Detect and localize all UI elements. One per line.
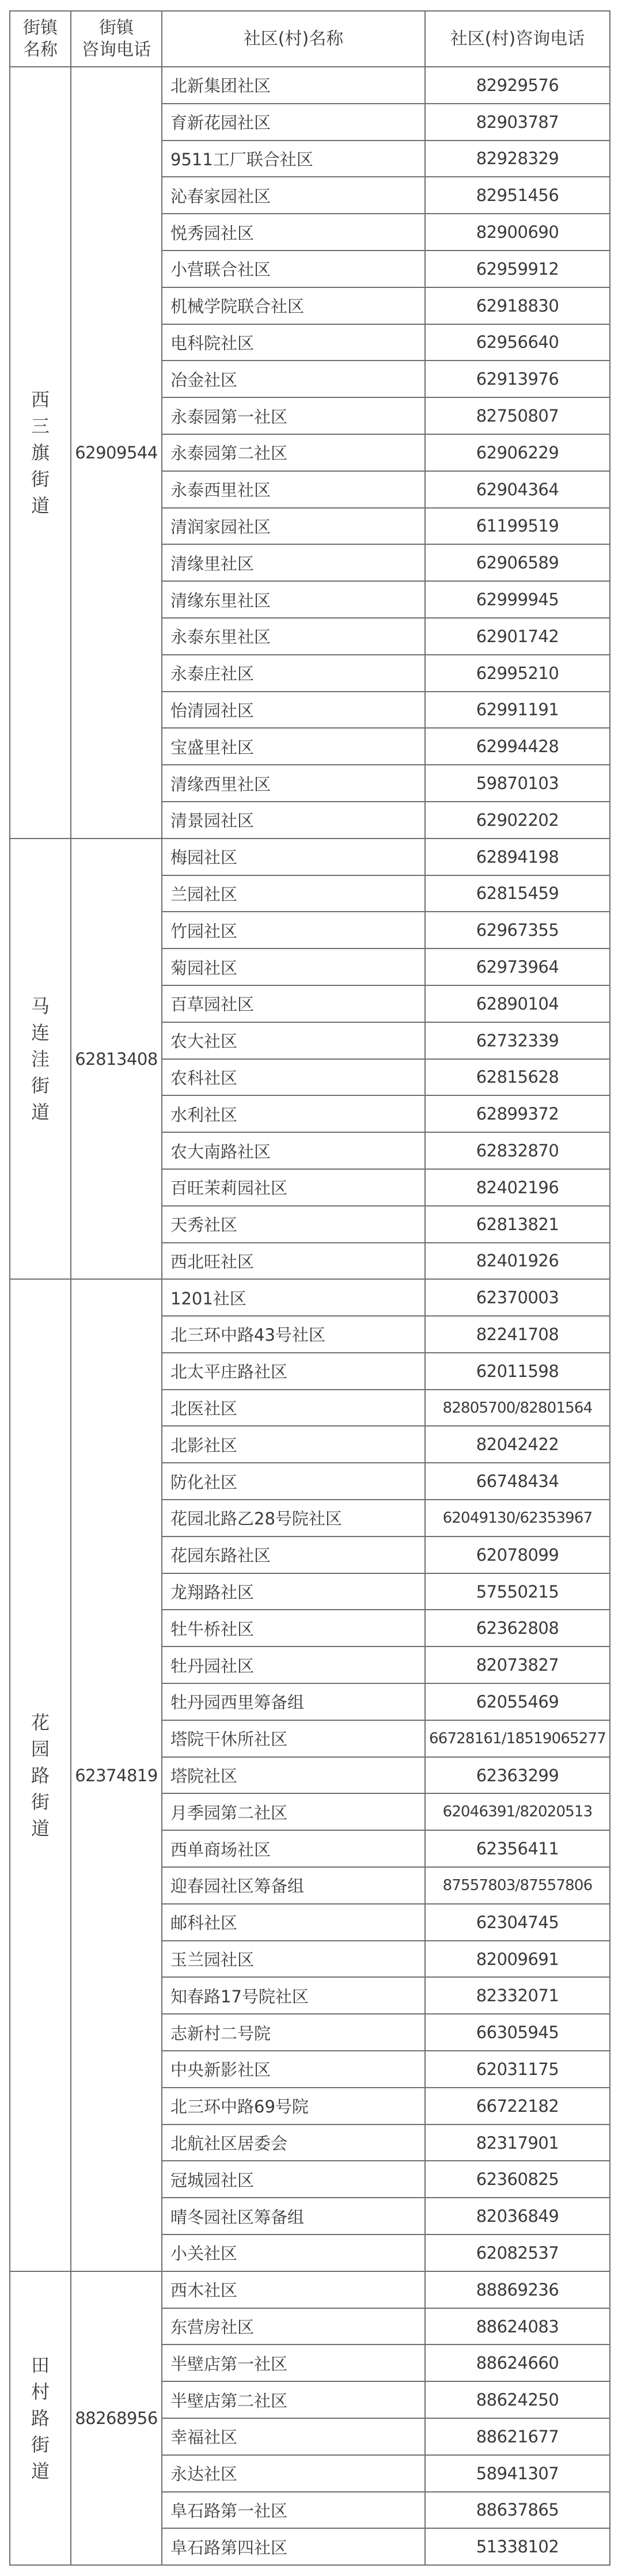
community-name: 清缘里社区 [162,544,425,581]
community-phone: 58941307 [425,2455,610,2492]
community-name: 农科社区 [162,1059,425,1096]
community-name: 花园东路社区 [162,1537,425,1573]
community-phone: 82928329 [425,141,610,177]
header-street-name: 街镇 名称 [10,11,71,67]
community-name: 农大南路社区 [162,1132,425,1169]
community-phone: 62959912 [425,251,610,287]
community-phone: 82951456 [425,177,610,214]
community-name: 塔院社区 [162,1757,425,1794]
community-name: 半壁店第一社区 [162,2344,425,2381]
street-name-cell [10,839,71,1280]
community-phone: 88869236 [425,2271,610,2308]
community-phone: 88624250 [425,2381,610,2418]
community-name: 农大社区 [162,1022,425,1059]
community-name: 兰园社区 [162,875,425,912]
community-name: 冠城园社区 [162,2161,425,2198]
community-name: 清缘西里社区 [162,765,425,802]
community-name: 清润家园社区 [162,508,425,545]
community-name: 沁春家园社区 [162,177,425,214]
community-name: 宝盛里社区 [162,728,425,765]
community-phone: 82750807 [425,397,610,434]
community-phone: 82401926 [425,1243,610,1280]
community-name: 中央新影社区 [162,2051,425,2088]
street-phone: 88268956 [71,2271,162,2565]
community-name: 菊园社区 [162,949,425,985]
community-name: 志新村二号院 [162,2014,425,2051]
community-name: 北太平庄路社区 [162,1353,425,1390]
community-name: 育新花园社区 [162,104,425,141]
community-phone: 82042422 [425,1426,610,1463]
community-name: 阜石路第一社区 [162,2492,425,2529]
community-phone: 62813821 [425,1206,610,1243]
street-phone: 62813408 [71,839,162,1280]
community-name: 牡牛桥社区 [162,1610,425,1646]
community-name: 9511工厂联合社区 [162,141,425,177]
community-phone: 87557803/87557806 [425,1867,610,1904]
community-phone: 82332071 [425,1977,610,2014]
table-row [10,67,610,104]
street-name: 花 园 路 街 道 [31,1711,50,1839]
community-name: 晴冬园社区筹备组 [162,2198,425,2234]
community-name: 月季园第二社区 [162,1793,425,1830]
community-phone: 61199519 [425,508,610,545]
table-row [10,2271,610,2308]
contact-table-wrapper [9,10,609,2566]
community-name: 小营联合社区 [162,251,425,287]
community-name: 北医社区 [162,1390,425,1427]
community-name: 百旺茉莉园社区 [162,1169,425,1206]
community-phone: 51338102 [425,2528,610,2565]
community-phone: 66748434 [425,1463,610,1500]
community-name: 天秀社区 [162,1206,425,1243]
community-name: 塔院干休所社区 [162,1720,425,1757]
table-row [10,839,610,875]
community-name: 玉兰园社区 [162,1941,425,1978]
community-phone: 82900690 [425,214,610,251]
community-phone: 62906229 [425,434,610,471]
community-name: 西木社区 [162,2271,425,2308]
street-name: 马 连 洼 街 道 [31,995,50,1123]
community-phone: 62370003 [425,1279,610,1316]
community-phone: 62031175 [425,2051,610,2088]
street-name-cell [10,1279,71,2271]
community-phone: 82929576 [425,67,610,104]
community-phone: 62899372 [425,1095,610,1132]
community-name: 电科院社区 [162,324,425,361]
community-name: 小关社区 [162,2234,425,2271]
community-name: 清缘东里社区 [162,581,425,618]
community-phone: 62356411 [425,1830,610,1867]
community-phone: 62082537 [425,2234,610,2271]
community-phone: 66728161/18519065277 [425,1720,610,1757]
community-phone: 62995210 [425,655,610,692]
community-name: 水利社区 [162,1095,425,1132]
header-community-name: 社区(村)名称 [162,11,425,67]
community-phone: 62304745 [425,1904,610,1941]
community-name: 永泰庄社区 [162,655,425,692]
community-name: 永泰西里社区 [162,471,425,508]
community-phone: 62046391/82020513 [425,1793,610,1830]
community-phone: 62913976 [425,361,610,397]
community-phone: 62732339 [425,1022,610,1059]
community-phone: 82009691 [425,1941,610,1978]
table-header-row [10,11,610,67]
community-phone: 62973964 [425,949,610,985]
community-name: 百草园社区 [162,985,425,1022]
community-phone: 66722182 [425,2088,610,2124]
community-phone: 62360825 [425,2161,610,2198]
community-phone: 62902202 [425,802,610,839]
community-phone: 62815628 [425,1059,610,1096]
community-name: 西北旺社区 [162,1243,425,1280]
community-name: 悦秀园社区 [162,214,425,251]
community-phone: 62894198 [425,839,610,875]
community-name: 东营房社区 [162,2308,425,2345]
community-phone: 59870103 [425,765,610,802]
community-name: 半壁店第二社区 [162,2381,425,2418]
street-name-cell [10,67,71,839]
street-name-cell [10,2271,71,2565]
community-name: 冶金社区 [162,361,425,397]
street-name: 西 三 旗 街 道 [31,388,50,517]
community-name: 知春路17号院社区 [162,1977,425,2014]
street-phone: 62374819 [71,1279,162,2271]
community-phone: 62011598 [425,1353,610,1390]
street-phone: 62909544 [71,67,162,839]
community-phone: 62078099 [425,1537,610,1573]
community-phone: 88637865 [425,2492,610,2529]
community-name: 防化社区 [162,1463,425,1500]
community-phone: 62832870 [425,1132,610,1169]
community-name: 清景园社区 [162,802,425,839]
community-phone: 88624083 [425,2308,610,2345]
community-phone: 82073827 [425,1646,610,1683]
community-phone: 82402196 [425,1169,610,1206]
community-phone: 62362808 [425,1610,610,1646]
community-phone: 82805700/82801564 [425,1390,610,1427]
community-name: 1201社区 [162,1279,425,1316]
community-name: 龙翔路社区 [162,1573,425,1610]
community-phone: 62918830 [425,287,610,324]
community-phone: 62815459 [425,875,610,912]
community-name: 竹园社区 [162,912,425,949]
community-name: 永泰园第二社区 [162,434,425,471]
community-phone: 62904364 [425,471,610,508]
community-phone: 66305945 [425,2014,610,2051]
community-name: 永泰东里社区 [162,618,425,655]
community-phone: 62991191 [425,692,610,729]
community-name: 阜石路第四社区 [162,2528,425,2565]
community-phone: 82317901 [425,2124,610,2161]
community-name: 西单商场社区 [162,1830,425,1867]
community-contact-table [9,10,610,2566]
table-body [10,67,610,2565]
community-phone: 88624660 [425,2344,610,2381]
community-name: 邮科社区 [162,1904,425,1941]
community-phone: 82241708 [425,1316,610,1353]
community-name: 永泰园第一社区 [162,397,425,434]
community-name: 机械学院联合社区 [162,287,425,324]
community-phone: 62049130/62353967 [425,1500,610,1537]
community-name: 永达社区 [162,2455,425,2492]
community-name: 牡丹园社区 [162,1646,425,1683]
street-name: 田 村 路 街 道 [31,2354,50,2482]
community-phone: 62967355 [425,912,610,949]
table-row [10,1279,610,1316]
header-community-phone: 社区(村)咨询电话 [425,11,610,67]
community-phone: 62363299 [425,1757,610,1794]
community-phone: 62906589 [425,544,610,581]
community-phone: 62956640 [425,324,610,361]
community-phone: 57550215 [425,1573,610,1610]
community-name: 牡丹园西里筹备组 [162,1683,425,1720]
community-name: 北三环中路69号院 [162,2088,425,2124]
community-phone: 62890104 [425,985,610,1022]
community-phone: 62994428 [425,728,610,765]
community-name: 北影社区 [162,1426,425,1463]
community-phone: 82903787 [425,104,610,141]
community-name: 花园北路乙28号院社区 [162,1500,425,1537]
community-name: 幸福社区 [162,2418,425,2455]
community-name: 怡清园社区 [162,692,425,729]
community-phone: 62901742 [425,618,610,655]
community-name: 北新集团社区 [162,67,425,104]
community-phone: 88621677 [425,2418,610,2455]
community-name: 梅园社区 [162,839,425,875]
community-phone: 62999945 [425,581,610,618]
community-name: 迎春园社区筹备组 [162,1867,425,1904]
community-phone: 82036849 [425,2198,610,2234]
community-name: 北三环中路43号社区 [162,1316,425,1353]
community-name: 北航社区居委会 [162,2124,425,2161]
community-phone: 62055469 [425,1683,610,1720]
header-street-phone: 街镇 咨询电话 [71,11,162,67]
